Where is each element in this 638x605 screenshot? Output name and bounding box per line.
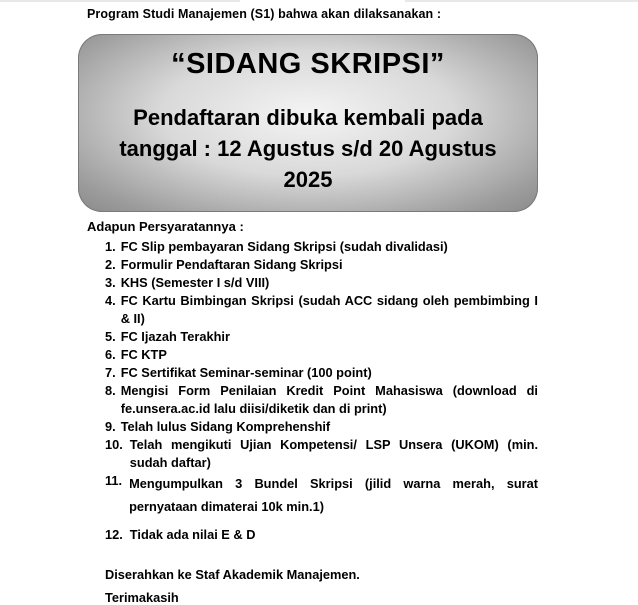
item-text: FC Ijazah Terakhir [120, 329, 230, 344]
item-text: FC Kartu Bimbingan Skripsi (sudah ACC sidang oleh pembimbing I & II) [120, 293, 538, 326]
item-text: Telah mengikuti Ujian Kompetensi/ LSP Unsera (UKOM) (min. sudah daftar) [129, 437, 538, 470]
item-number: 11. [105, 473, 123, 488]
item-text: Telah lulus Sidang Komprehenshif [120, 419, 331, 434]
item-number: 7. [105, 365, 116, 380]
requirements-heading: Adapun Persyaratannya : [87, 219, 244, 234]
list-item [105, 256, 538, 274]
list-item [105, 292, 538, 328]
list-item [105, 418, 538, 436]
item-number: 12. [105, 527, 123, 542]
item-number: 5. [105, 329, 116, 344]
banner-title: “SIDANG SKRIPSI” [171, 48, 445, 80]
list-item [105, 526, 538, 544]
list-item [105, 328, 538, 346]
item-number: 6. [105, 347, 116, 362]
item-number: 3. [105, 275, 116, 290]
item-text: Mengisi Form Penilaian Kredit Point Mahasiswa (download di fe.unsera.ac.id lalu diisi/diketik dan di print) [120, 383, 538, 416]
item-number: 10. [105, 437, 123, 452]
item-number: 1. [105, 239, 116, 254]
item-text: Tidak ada nilai E & D [129, 527, 256, 542]
intro-text: Program Studi Manajemen (S1) bahwa akan dilaksanakan : [87, 7, 442, 21]
banner-registration-info: Pendaftaran dibuka kembali pada tanggal : 12 Agustus s/d 20 Agustus 2025 [119, 105, 497, 192]
item-text: FC Sertifikat Seminar-seminar (100 point) [120, 365, 372, 380]
item-text: KHS (Semester I s/d VIII) [120, 275, 270, 290]
item-number: 4. [105, 293, 116, 308]
announcement-banner [78, 34, 538, 212]
list-item [105, 382, 538, 418]
item-text: Mengumpulkan 3 Bundel Skripsi (jilid warna merah, surat pernyataan dimaterai 10k min.1) [129, 476, 538, 514]
item-number: 8. [105, 383, 116, 398]
list-item [105, 274, 538, 292]
item-text: FC KTP [120, 347, 167, 362]
closing-note: Diserahkan ke Staf Akademik Manajemen. [105, 567, 360, 582]
top-rule [0, 0, 638, 7]
list-item [105, 436, 538, 472]
list-item [105, 346, 538, 364]
item-text: FC Slip pembayaran Sidang Skripsi (sudah divalidasi) [120, 239, 448, 254]
item-text: Formulir Pendaftaran Sidang Skripsi [120, 257, 343, 272]
list-item [105, 364, 538, 382]
thanks-note: Terimakasih [105, 590, 179, 605]
list-item [105, 238, 538, 256]
item-number: 9. [105, 419, 116, 434]
requirements-list [105, 238, 538, 544]
list-item [105, 472, 538, 518]
item-number: 2. [105, 257, 116, 272]
